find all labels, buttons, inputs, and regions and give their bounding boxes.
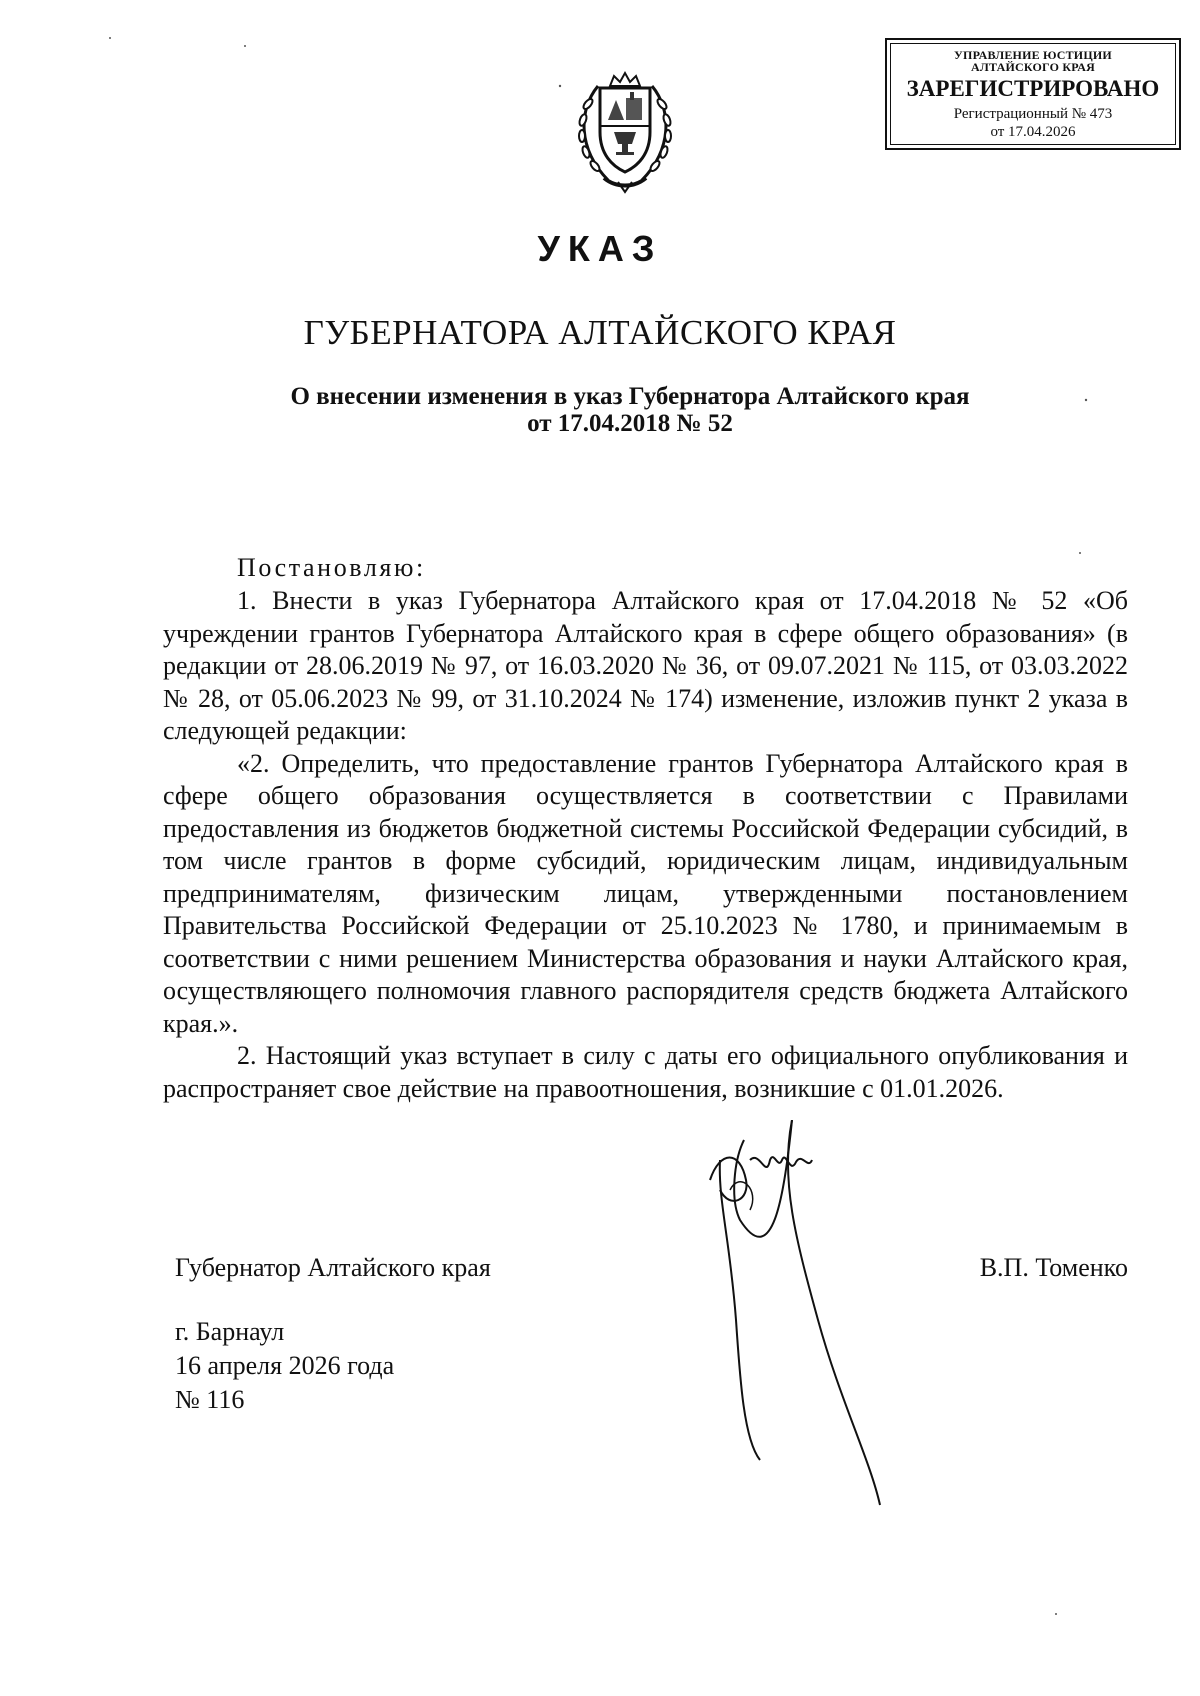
handwritten-signature bbox=[700, 1120, 920, 1510]
stamp-org bbox=[891, 49, 1175, 73]
coat-of-arms-emblem bbox=[568, 70, 682, 194]
issuer-title: ГУБЕРНАТОРА АЛТАЙСКОГО КРАЯ bbox=[303, 313, 897, 352]
stamp-reg-number: Регистрационный № 473 bbox=[953, 106, 1113, 122]
stamp-status: ЗАРЕГИСТРИРОВАНО bbox=[906, 76, 1160, 101]
subject-line-2: от 17.04.2018 № 52 bbox=[527, 410, 733, 437]
stamp-inner-border bbox=[890, 43, 1176, 145]
paragraph-2: 2. Настоящий указ вступает в силу с даты его официального опубликования и распространяет свое действие на правоотношения, возникшие с 01.01.2026. bbox=[163, 1041, 1128, 1103]
resolve-heading: Постановляю: bbox=[237, 553, 426, 582]
signatory-name: В.П. Томенко bbox=[979, 1253, 1128, 1282]
paragraph-quoted: «2. Определить, что предоставление грантов Губернатора Алтайского края в сфере общего образования осуществляется в соответствии с Правилами предоставления из бюджетов бюджетной системы Российской Федерации субсидий, в том числе грантов в форме субсидий, юридическим лицам, индивидуальным предпринимателям, физическим лицам, утвержденными постановлением Правительства Российской Федерации от 25.10.2023 № 1780, и принимаемым в соответствии с ними решением Министерства образования и науки Алтайского края, осуществляющего полномочия главного распорядителя средств бюджета Алтайского края.». bbox=[163, 748, 1128, 1038]
subject-line-1: О внесении изменения в указ Губернатора Алтайского края bbox=[290, 383, 970, 410]
document-type-title: УКАЗ bbox=[537, 228, 663, 269]
decree-number: № 116 bbox=[175, 1385, 245, 1414]
signing-details bbox=[175, 1315, 394, 1417]
decree-body bbox=[163, 585, 1128, 1105]
registration-stamp bbox=[885, 38, 1181, 150]
document-subject bbox=[200, 383, 1060, 437]
signing-date: 16 апреля 2026 года bbox=[175, 1351, 395, 1380]
stamp-org-line2: АЛТАЙСКОГО КРАЯ bbox=[971, 60, 1095, 74]
signatory-role: Губернатор Алтайского края bbox=[175, 1253, 491, 1282]
stamp-org-line1: УПРАВЛЕНИЕ ЮСТИЦИИ bbox=[954, 48, 1112, 62]
stamp-reg-date: от 17.04.2026 bbox=[990, 124, 1076, 140]
signing-city: г. Барнаул bbox=[175, 1317, 285, 1346]
paragraph-1: 1. Внести в указ Губернатора Алтайского края от 17.04.2018 № 52 «Об учреждении грантов Губернатора Алтайского края в сфере общего образования» (в редакции от 28.06.2019 № 97, от 16.03.2020 № 36, от 09.07.2021 № 115, от 03.03.2022 № 28, от 05.06.2023 № 99, от 31.10.2024 № 174) изменение, изложив пункт 2 указа в следующей редакции: bbox=[163, 586, 1128, 745]
